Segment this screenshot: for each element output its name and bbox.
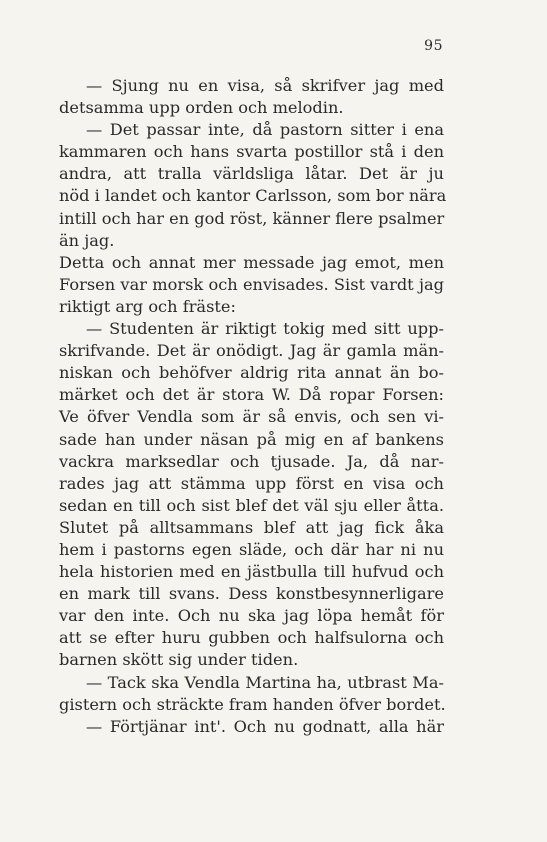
page-number: 95: [424, 38, 443, 54]
text-line: märket och det är stora W. Då ropar Forsen:: [59, 385, 444, 405]
text-line: kammaren och hans svarta postillor stå i den: [59, 142, 444, 162]
text-line: skrifvande. Det är onödigt. Jag är gamla män-: [59, 341, 444, 361]
text-line: sade han under näsan på mig en af bankens: [59, 429, 444, 449]
text-line: barnen skött sig under tiden.: [59, 650, 299, 670]
text-line: — Det passar inte, då pastorn sitter i ena: [86, 120, 444, 140]
text-line: Ve öfver Vendla som är så envis, och sen vi-: [59, 407, 444, 427]
text-line: gistern och sträckte fram handen öfver bordet.: [59, 694, 446, 714]
text-line: Detta och annat mer messade jag emot, men: [59, 252, 444, 272]
text-line: Slutet på alltsammans blef att jag fick åka: [59, 517, 444, 537]
text-line: vackra marksedlar och tjusade. Ja, då nar-: [59, 451, 444, 471]
body-text: [59, 75, 447, 738]
text-line: var den inte. Och nu ska jag löpa hemåt för: [59, 606, 444, 626]
text-line: en mark till svans. Dess konstbesynnerligare: [59, 584, 444, 604]
text-line: — Sjung nu en visa, så skrifver jag med: [86, 76, 444, 95]
text-line: — Tack ska Vendla Martina ha, utbrast Ma-: [86, 672, 444, 692]
text-line: andra, att tralla världsliga låtar. Det är ju: [59, 164, 444, 184]
text-line: riktigt arg och fräste:: [59, 296, 236, 316]
text-line: än jag.: [59, 230, 115, 250]
text-line: detsamma upp orden och melodin.: [59, 98, 344, 118]
text-line: — Förtjänar int'. Och nu godnatt, alla här: [86, 716, 444, 736]
text-line: hem i pastorns egen släde, och där har ni nu: [59, 539, 444, 559]
text-line: hela historien med en jästbulla till hufvud och: [59, 562, 444, 582]
text-line: Forsen var morsk och envisades. Sist vardt jag: [59, 274, 444, 294]
text-line: att se efter huru gubben och halfsulorna och: [59, 628, 444, 648]
text-line: — Studenten är riktigt tokig med sitt upp-: [86, 319, 444, 339]
text-line: niskan och behöfver aldrig rita annat än bo-: [59, 363, 444, 383]
text-line: intill och har en god röst, känner flere psalmer: [59, 208, 445, 228]
text-line: nöd i landet och kantor Carlsson, som bor nära: [59, 186, 447, 206]
text-line: rades jag att stämma upp först en visa och: [59, 473, 444, 493]
text-line: sedan en till och sist blef det väl sju eller åtta.: [59, 495, 444, 515]
